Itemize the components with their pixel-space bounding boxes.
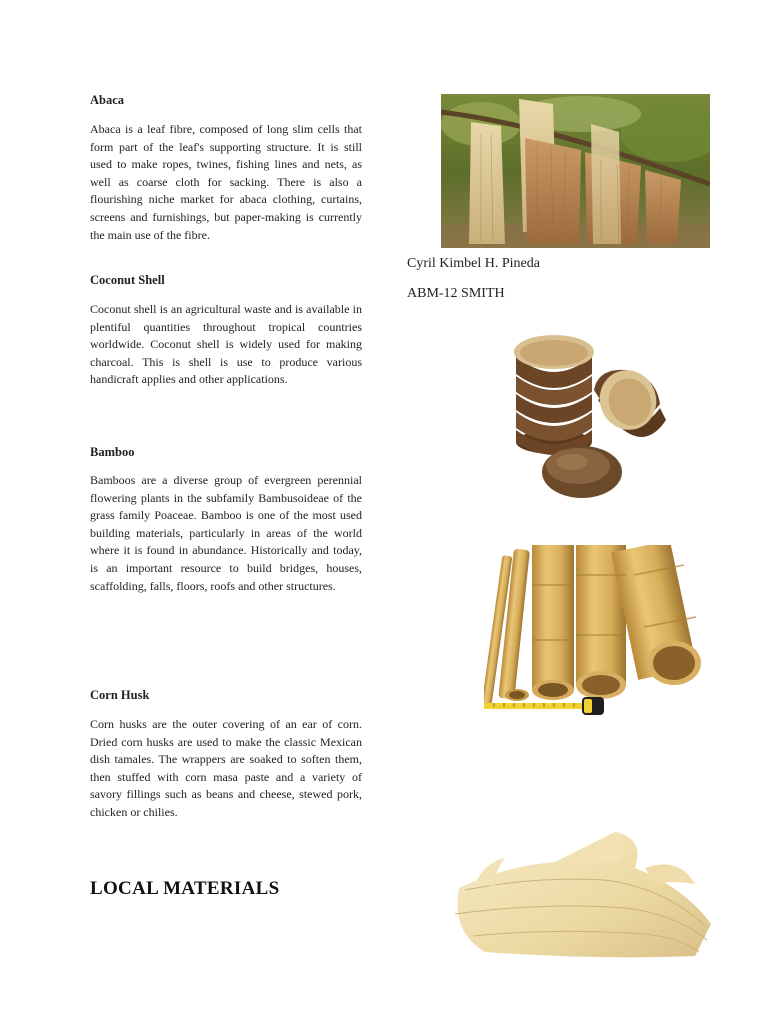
abaca-fibre-photo [441,94,710,248]
section-text-bamboo: Bamboos are a diverse group of evergreen perennial flowering plants in the subfamily Bambusoideae of the grass family Poaceae. Bamboo is one of the most used building materials, particularly in areas of the world where it is found in abundance. Historically and today, is an important resource to build bridges, houses, scaffolding, falls, floors, roofs and other structures. [90,473,362,593]
corn-husk-photo [445,828,713,964]
page-title: LOCAL MATERIALS [90,878,280,899]
section-heading-corn-husk: Corn Husk [90,688,150,702]
section-heading-bamboo: Bamboo [90,445,135,459]
section-heading-abaca: Abaca [90,93,125,107]
bamboo-photo [484,545,704,717]
author-name: Cyril Kimbel H. Pineda [407,256,540,271]
section-text-abaca: Abaca is a leaf fibre, composed of long slim cells that form part of the leaf's supporting structure. It is still used to make ropes, twines, fishing lines and nets, as well as coarse cloth for sacking. There is also a flourishing niche market for abaca clothing, curtains, screens and furnishings, but paper-making is currently the main use of the fibre. [90,122,362,242]
section-heading-coconut-shell: Coconut Shell [90,273,165,287]
author-section: ABM-12 SMITH [407,286,505,301]
section-text-coconut-shell: Coconut shell is an agricultural waste and is available in plentiful quantities throughout tropical countries worldwide. Coconut shell is widely used for making charcoal. This is shell is use to produce various handicraft applies and other applications. [90,302,362,387]
coconut-shell-photo [510,312,682,502]
section-corn-husk [90,688,362,822]
section-abaca [90,93,362,244]
section-bamboo [90,445,362,595]
section-text-corn-husk: Corn husks are the outer covering of an ear of corn. Dried corn husks are used to make the classic Mexican dish tamales. The wrappers are soaked to soften them, then stuffed with corn masa paste and a variety of savory fillings such as beans and cheese, stewed pork, chicken or chilies. [90,717,362,819]
section-coconut-shell [90,273,362,389]
